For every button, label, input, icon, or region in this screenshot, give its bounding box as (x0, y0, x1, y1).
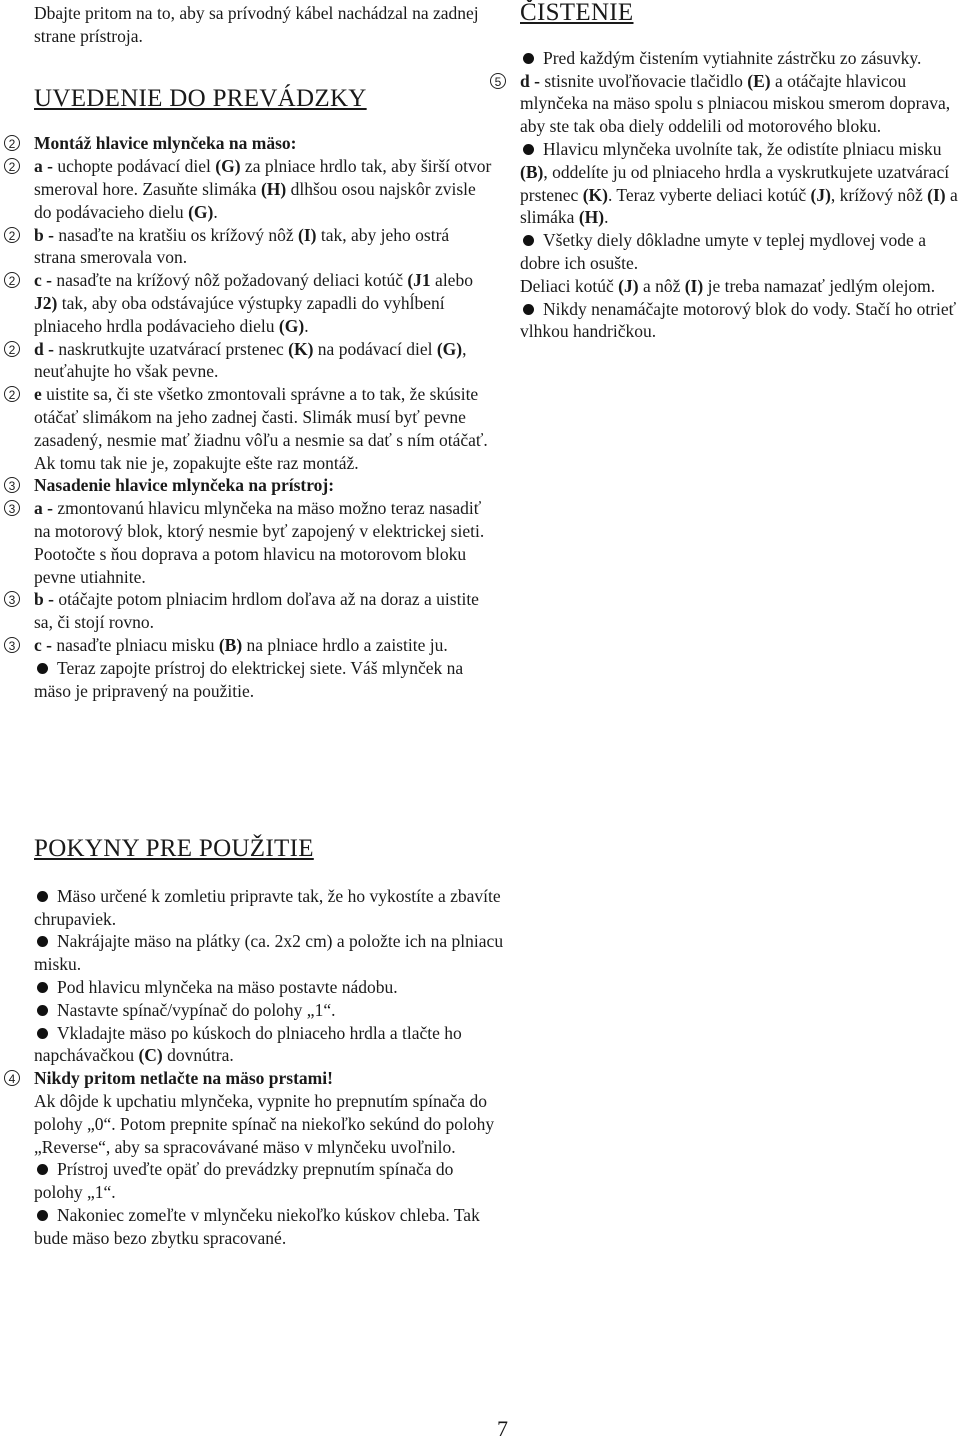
step-2-title: 2 Montáž hlavice mlynčeka na mäso: (34, 132, 494, 155)
step-number-3-marker: 3 (4, 500, 20, 516)
step-2d: 2 d - naskrutkujte uzatvárací prstenec (K) na podávací diel (G), neuťahujte ho však pevne. (34, 338, 494, 384)
list-item: Mäso určené k zomletiu pripravte tak, že ho vykostíte a zbavíte chrupaviek. (34, 885, 501, 929)
step-3b: 3 b - otáčajte potom plniacim hrdlom doľava až na doraz a uistite sa, či stojí rovno. (34, 588, 494, 634)
step-number-5-marker: 5 (490, 73, 506, 89)
intro-text: Dbajte pritom na to, aby sa prívodný kábel nachádzal na zadnej strane prístroja. (34, 3, 479, 46)
bullet-icon (37, 936, 48, 947)
bullet-icon (523, 53, 534, 64)
list-item: Nikdy nenamáčajte motorový blok do vody. Stačí ho otrieť vlhkou handričkou. (520, 298, 957, 342)
heading-uvedenie: UVEDENIE DO PREVÁDZKY (34, 84, 367, 112)
step-number-3-marker: 3 (4, 477, 20, 493)
bullet-icon (37, 1164, 48, 1175)
bullet-icon (37, 982, 48, 993)
bullet-icon (523, 235, 534, 246)
step-number-3-marker: 3 (4, 591, 20, 607)
step-3-title: 3 Nasadenie hlavice mlynčeka na prístroj: (34, 474, 494, 497)
page-number: 7 (497, 1416, 508, 1441)
step-5d: 5 d - stisnite uvoľňovacie tlačidlo (E) a otáčajte hlavicou mlynčeka na mäso spolu s plniacou miskou smerom doprava, aby ste tak oba diely oddelili od motorového bloku. (520, 70, 960, 138)
step-number-4-marker: 4 (4, 1070, 20, 1086)
list-item: Nakrájajte mäso na plátky (ca. 2x2 cm) a položte ich na plniacu misku. (34, 931, 504, 975)
list-item: Nastavte spínač/vypínač do polohy „1“. (34, 999, 504, 1022)
list-item: Pod hlavicu mlynčeka na mäso postavte nádobu. (34, 976, 504, 999)
list-item: Nakoniec zomeľte v mlynčeku niekoľko kúskov chleba. Tak bude mäso bezo zbytku spracované. (34, 1204, 480, 1248)
list-item: Pred každým čistením vytiahnite zástrčku zo zásuvky. (520, 47, 960, 70)
step-number-2-marker: 2 (4, 272, 20, 288)
warning-line: 4 Nikdy pritom netlačte na mäso prstami! (34, 1067, 504, 1090)
bullet-icon (37, 891, 48, 902)
right-column (494, 0, 960, 343)
list-item: Prístroj uveďte opäť do prevádzky prepnutím spínača do polohy „1“. (34, 1159, 454, 1203)
bullet-icon (37, 1210, 48, 1221)
bullet-icon (523, 304, 534, 315)
step-number-2-marker: 2 (4, 227, 20, 243)
bullet-icon (37, 1005, 48, 1016)
paragraph: Deliaci kotúč (J) a nôž (I) je treba namazať jedlým olejom. (520, 275, 936, 296)
step-number-2-marker: 2 (4, 386, 20, 402)
step-2e: 2 e uistite sa, či ste všetko zmontovali správne a to tak, že skúsite otáčať slimákom na jeho zadnej časti. Slimák musí byť pevne zasadený, nesmie mať žiadnu vôľu a nesmie sa dať s ním otáčať. Ak tomu tak nie je, zopakujte ešte raz montáž. (34, 383, 494, 474)
bullet-icon (523, 144, 534, 155)
list-item: Hlavicu mlynčeka uvolníte tak, že odistíte plniacu misku (B), oddelíte ju od plniaceho hrdla a vyskrutkujete uzatvárací prstenec (K). Teraz vyberte deliaci kotúč (J), krížový nôž (I) a slimáka (H). (520, 138, 958, 228)
step-number-3-marker: 3 (4, 637, 20, 653)
heading-pokyny: POKYNY PRE POUŽITIE (34, 835, 314, 862)
bullet-icon (37, 663, 48, 674)
paragraph: Ak dôjde k upchatiu mlynčeka, vypnite ho prepnutím spínača do polohy „0“. Potom prepnite spínač na niekoľko sekúnd do polohy „Reverse“, aby sa spracovávané mäso v mlynčeku uvoľnilo. (34, 1090, 495, 1157)
step-number-2-marker: 2 (4, 341, 20, 357)
step-number-2-marker: 2 (4, 158, 20, 174)
step-2a: 2 a - uchopte podávací diel (G) za plniace hrdlo tak, aby širší otvor smeroval hore. Zasuňte slimáka (H) dlhšou osou najskôr zvisle do podávacieho dielu (G). (34, 155, 494, 223)
step-2b: 2 b - nasaďte na kratšiu os krížový nôž (I) tak, aby jeho ostrá strana smerovala von. (34, 224, 494, 270)
step-2c: 2 c - nasaďte na krížový nôž požadovaný deliaci kotúč (J1 alebo J2) tak, aby oba odstávajúce výstupky zapadli do vyhĺbení plniaceho hrdla podávacieho dielu (G). (34, 269, 494, 337)
list-item: Všetky diely dôkladne umyte v teplej mydlovej vode a dobre ich osušte. (520, 230, 926, 273)
section-pokyny (8, 835, 504, 1250)
bullet-icon (37, 1028, 48, 1039)
step-number-2-marker: 2 (4, 135, 20, 151)
left-column (8, 2, 494, 702)
list-item: Vkladajte mäso po kúskoch do plniaceho hrdla a tlačte ho napchávačkou (C) dovnútra. (34, 1022, 462, 1066)
step-3a: 3 a - zmontovanú hlavicu mlynčeka na mäso možno teraz nasadiť na motorový blok, ktorý nesmie byť zapojený v elektrickej sieti. Pootočte s ňou doprava a potom hlavicu na motorovom bloku pevne utiahnite. (34, 497, 494, 588)
step-3-bullet: Teraz zapojte prístroj do elektrickej siete. Váš mlynček na mäso je pripravený na použitie. (34, 657, 464, 701)
step-3c: 3 c - nasaďte plniacu misku (B) na plniace hrdlo a zaistite ju. (34, 634, 494, 657)
heading-cistenie: ČISTENIE (520, 0, 634, 26)
